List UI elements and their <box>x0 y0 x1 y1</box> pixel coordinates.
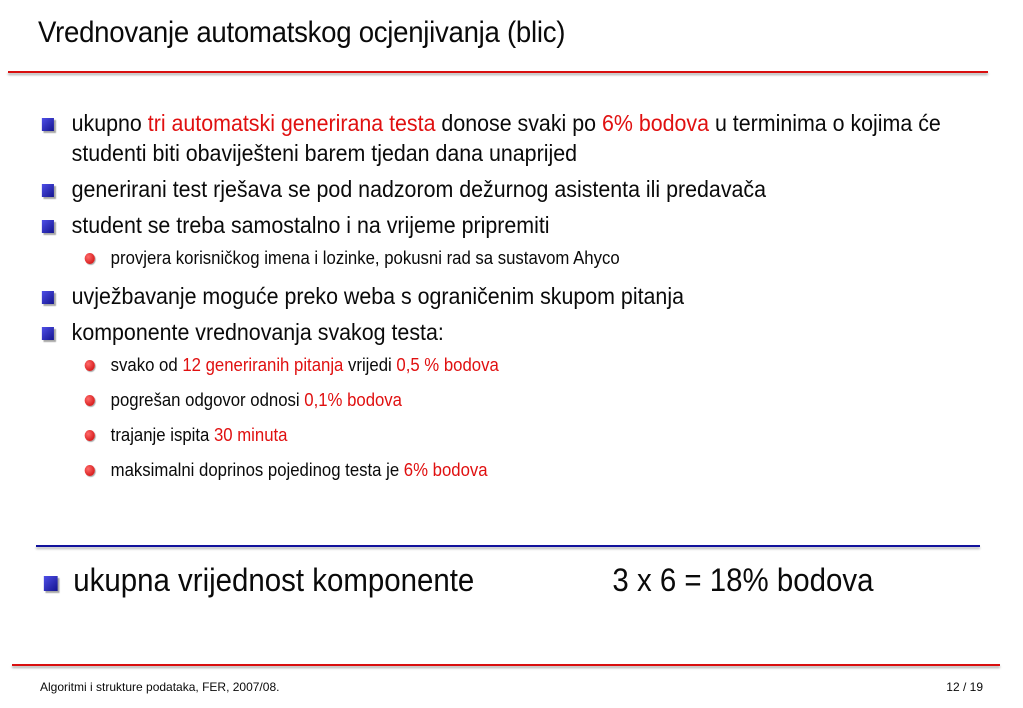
summary-value: 3 x 6 = 18% bodova <box>612 562 874 598</box>
text-run: pogrešan odgovor odnosi <box>110 390 305 410</box>
sub-bullet-item <box>40 423 914 447</box>
bullet-item <box>40 281 1002 311</box>
footer-divider <box>12 664 1000 666</box>
blue-square-bullet-icon <box>42 184 54 197</box>
bullet-text <box>72 108 946 168</box>
bullet-text: komponente vrednovanja svakog testa: <box>71 319 444 345</box>
sub-bullet-item <box>40 353 914 377</box>
bullet-item <box>40 317 1002 347</box>
highlight-run: 30 minuta <box>213 425 288 445</box>
title-divider <box>8 71 988 73</box>
bullet-item <box>40 174 1002 204</box>
red-dot-bullet-icon <box>85 465 95 476</box>
page-number: 12 / 19 <box>946 680 983 694</box>
text-run: vrijedi <box>343 355 397 375</box>
bullet-item <box>40 108 1002 168</box>
blue-square-bullet-icon <box>42 327 54 340</box>
sub-bullet-item <box>40 458 914 482</box>
blue-square-bullet-icon <box>42 291 54 304</box>
red-dot-bullet-icon <box>85 360 95 371</box>
blue-square-bullet-icon <box>42 118 54 131</box>
bullet-text: generirani test rješava se pod nadzorom dežurnog asistenta ili predavača <box>71 176 767 202</box>
sub-bullet-item <box>40 246 914 270</box>
summary-divider <box>36 545 980 547</box>
bullet-list <box>40 108 980 493</box>
sub-bullet-text: provjera korisničkog imena i lozinke, pokusni rad sa sustavom Ahyco <box>110 248 620 268</box>
highlight-run: 6% bodova <box>601 110 710 136</box>
highlight-run: tri automatski generirana testa <box>147 110 436 136</box>
blue-square-bullet-icon <box>42 220 54 233</box>
bullet-text: uvježbavanje moguće preko weba s ograničenim skupom pitanja <box>71 283 684 309</box>
highlight-run: 12 generiranih pitanja <box>182 355 344 375</box>
highlight-run: 6% bodova <box>403 460 488 480</box>
text-run: trajanje ispita <box>110 425 214 445</box>
blue-square-bullet-icon <box>44 576 58 591</box>
highlight-run: 0,1% bodova <box>304 390 403 410</box>
footer-course: Algoritmi i strukture podataka, FER, 2007/08. <box>40 680 280 694</box>
highlight-run: 0,5 % bodova <box>396 355 499 375</box>
bullet-text: student se treba samostalno i na vrijeme pripremiti <box>71 212 550 238</box>
text-run: u terminima o kojima će studenti biti obaviješteni barem tjedan dana unaprijed <box>71 110 941 166</box>
bullet-item <box>40 210 1002 240</box>
text-run: ukupno <box>71 110 148 136</box>
red-dot-bullet-icon <box>85 430 95 441</box>
red-dot-bullet-icon <box>85 253 95 264</box>
text-run: svako od <box>110 355 183 375</box>
summary-label: ukupna vrijednost komponente <box>73 562 475 598</box>
summary-line <box>42 562 874 599</box>
slide-title: Vrednovanje automatskog ocjenjivanja (blic) <box>38 16 566 49</box>
text-run: donose svaki po <box>435 110 602 136</box>
sub-bullet-item <box>40 388 914 412</box>
red-dot-bullet-icon <box>85 395 95 406</box>
text-run: maksimalni doprinos pojedinog testa je <box>110 460 404 480</box>
